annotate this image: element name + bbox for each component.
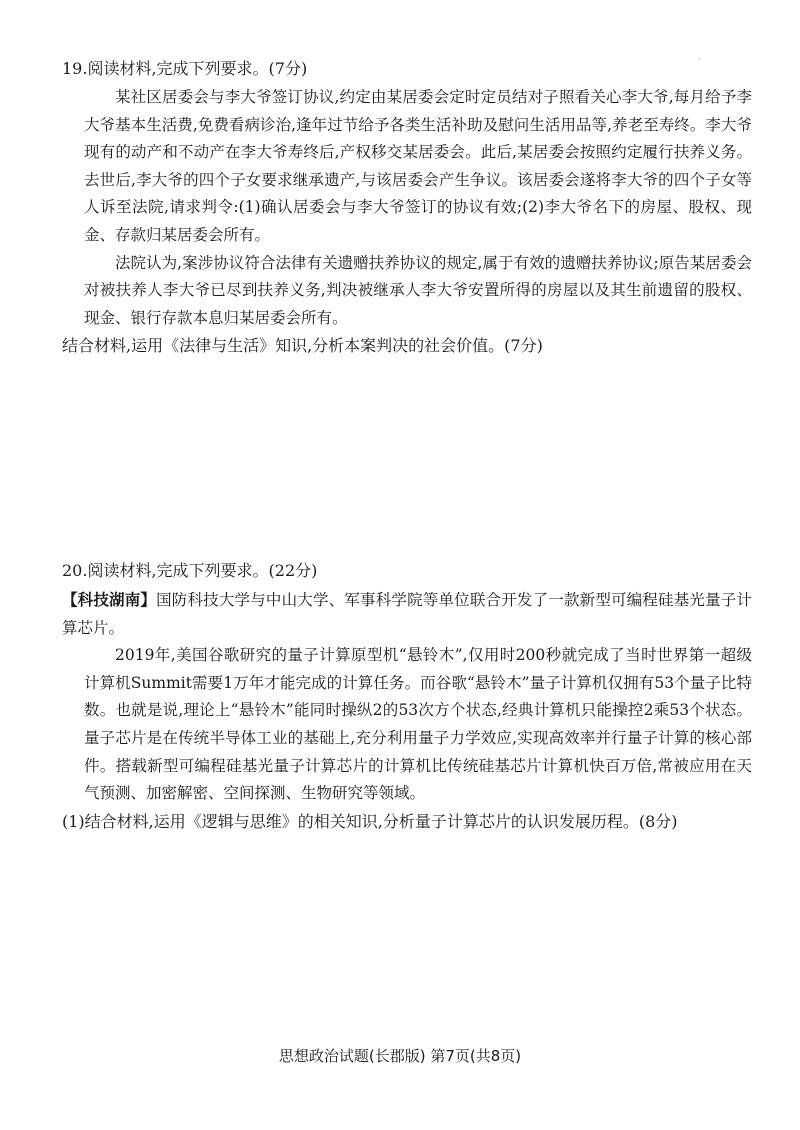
page-footer: 思想政治试题(长郡版) 第7页(共8页) <box>278 1047 522 1065</box>
question-19-material-1: 某社区居委会与李大爷签订协议,约定由某居委会定时定员结对子照看关心李大爷,每月给予李大爷基本生活费,免费看病诊治,逢年过节给予各类生活补助及慰问生活用品等,养老至寿终。李大爷现有的动产和不动产在李大爷寿终后,产权移交某居委会。此后,某居委会按照约定履行扶养义务。去世后,李大爷的四个子女要求继承遗产,与该居委会产生争议。该居委会遂将李大爷的四个子女等人诉至法院,请求判令:(1)确认居委会与李大爷签订的协议有效;(2)李大爷名下的房屋、股权、现金、存款归某居委会所有。 <box>84 88 752 244</box>
question-19-material-2: 法院认为,案涉协议符合法律有关遗赠扶养协议的规定,属于有效的遗赠扶养协议;原告某居委会对被扶养人李大爷已尽到扶养义务,判决被继承人李大爷安置所得的房屋以及其生前遗留的股权、现金、银行存款本息归某居委会所有。 <box>84 253 752 327</box>
question-20-intro <box>62 586 752 642</box>
question-20-title: 20.阅读材料,完成下列要求。(22分) <box>62 561 318 580</box>
scan-mark: · <box>698 55 701 64</box>
question-20-prompt-1: (1)结合材料,运用《逻辑与思维》的相关知识,分析量子计算芯片的认识发展历程。(8分) <box>62 811 678 831</box>
topic-tag: 【科技湖南】 <box>62 590 157 609</box>
question-20 <box>62 560 752 835</box>
question-19-title: 19.阅读材料,完成下列要求。(7分) <box>62 59 308 78</box>
question-20-material: 2019年,美国谷歌研究的量子计算原型机“悬铃木”,仅用时200秒就完成了当时世界第一超级计算机Summit需要1万年才能完成的计算任务。而谷歌“悬铃木”量子计算机仅拥有53个量子比特数。也就是说,理论上“悬铃木”能同时操纵2的53次方个状态,经典计算机只能操控2乘53个状态。量子芯片是在传统半导体工业的基础上,充分利用量子力学效应,实现高效率并行量子计算的核心部件。搭载新型可编程硅基光量子计算芯片的计算机比传统硅基芯片计算机快百万倍,常被应用在天气预测、加密解密、空间探测、生物研究等领域。 <box>84 646 752 803</box>
question-20-intro-text: 国防科技大学与中山大学、军事科学院等单位联合开发了一款新型可编程硅基光量子计算芯片。 <box>62 591 752 637</box>
question-19-prompt: 结合材料,运用《法律与生活》知识,分析本案判决的社会价值。(7分) <box>62 336 543 356</box>
question-19 <box>62 58 752 360</box>
